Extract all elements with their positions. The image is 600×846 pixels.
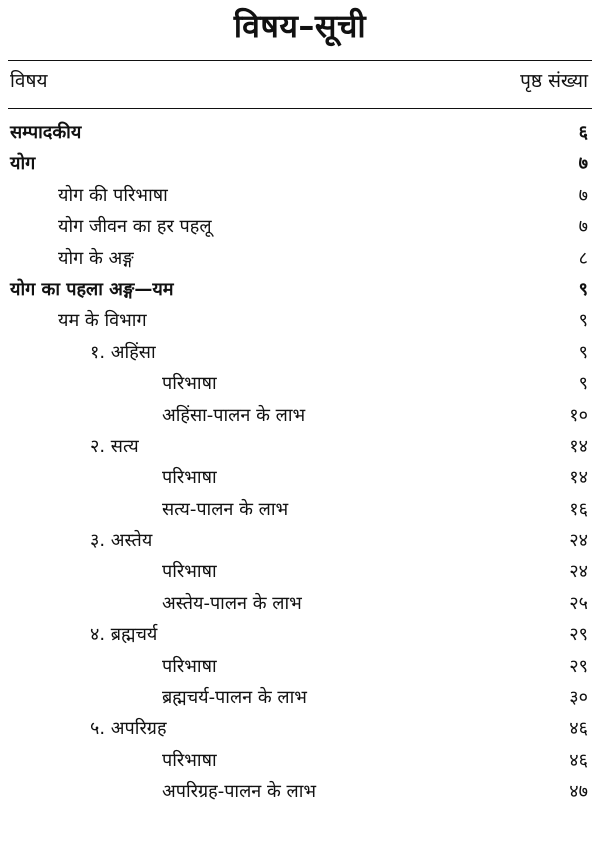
contents-entry (0, 651, 600, 682)
contents-entry (0, 337, 600, 368)
contents-entry (0, 682, 600, 713)
contents-entry (0, 148, 600, 179)
entry-title: १. अहिंसा (90, 341, 156, 363)
entry-page-number: ९ (578, 278, 588, 300)
entry-title: २. सत्य (90, 435, 139, 457)
contents-entry (0, 776, 600, 807)
entry-page-number: ८ (578, 247, 588, 269)
entry-title: परिभाषा (162, 561, 217, 583)
entry-page-number: २५ (569, 592, 588, 614)
entry-page-number: १४ (569, 435, 588, 457)
entry-page-number: २४ (569, 561, 588, 583)
contents-entry (0, 211, 600, 242)
page-title: विषय–सूची (233, 7, 367, 45)
entry-page-number: ४६ (569, 749, 588, 771)
contents-entry (0, 619, 600, 650)
contents-entry (0, 243, 600, 274)
entry-page-number: २९ (569, 624, 588, 646)
entry-page-number: १४ (569, 467, 588, 489)
entry-title: योग जीवन का हर पहलू (58, 216, 212, 238)
entry-title: ४. ब्रह्मचर्य (90, 624, 158, 646)
contents-entry (0, 494, 600, 525)
entry-title: परिभाषा (162, 655, 217, 677)
contents-header (0, 66, 600, 96)
entry-page-number: २९ (569, 655, 588, 677)
header-bottom-rule (8, 108, 592, 109)
entry-page-number: २४ (569, 530, 588, 552)
entry-page-number: ६ (578, 122, 588, 143)
entry-title: योग की परिभाषा (58, 184, 168, 206)
entry-page-number: ७ (578, 184, 588, 206)
contents-entry (0, 368, 600, 399)
contents-entry (0, 180, 600, 211)
page-number-column-header: पृष्ठ संख्या (520, 70, 588, 92)
entry-title: ब्रह्मचर्य-पालन के लाभ (162, 687, 307, 709)
contents-list (0, 117, 600, 808)
entry-title: अस्तेय-पालन के लाभ (162, 592, 302, 614)
entry-title: योग का पहला अङ्ग—यम (10, 278, 174, 300)
contents-entry (0, 400, 600, 431)
header-top-rule (8, 60, 592, 61)
entry-page-number: ४७ (569, 781, 588, 803)
entry-title: अपरिग्रह-पालन के लाभ (162, 781, 317, 803)
contents-entry (0, 462, 600, 493)
entry-title: यम के विभाग (58, 310, 147, 332)
entry-title: सत्य-पालन के लाभ (162, 498, 289, 520)
entry-page-number: ९ (578, 373, 588, 395)
entry-title: योग के अङ्ग (58, 247, 134, 269)
entry-page-number: १६ (569, 498, 588, 520)
entry-page-number: ७ (578, 153, 588, 175)
contents-entry (0, 274, 600, 305)
entry-title: परिभाषा (162, 467, 217, 489)
entry-page-number: ९ (578, 341, 588, 363)
subject-column-header: विषय (10, 70, 48, 92)
entry-title: ३. अस्तेय (90, 530, 153, 552)
contents-entry (0, 305, 600, 336)
entry-page-number: ७ (578, 216, 588, 238)
contents-entry (0, 431, 600, 462)
entry-title: परिभाषा (162, 749, 217, 771)
entry-title: परिभाषा (162, 373, 217, 395)
contents-entry (0, 525, 600, 556)
entry-title: योग (10, 153, 36, 175)
entry-page-number: १० (569, 404, 588, 426)
entry-page-number: ९ (578, 310, 588, 332)
contents-entry (0, 713, 600, 744)
entry-title: सम्पादकीय (10, 122, 82, 143)
entry-page-number: ३० (569, 687, 588, 709)
entry-page-number: ४६ (569, 718, 588, 740)
contents-entry (0, 745, 600, 776)
entry-title: अहिंसा-पालन के लाभ (162, 404, 306, 426)
contents-entry (0, 556, 600, 587)
entry-title: ५. अपरिग्रह (90, 718, 167, 740)
contents-entry (0, 117, 600, 148)
contents-entry (0, 588, 600, 619)
